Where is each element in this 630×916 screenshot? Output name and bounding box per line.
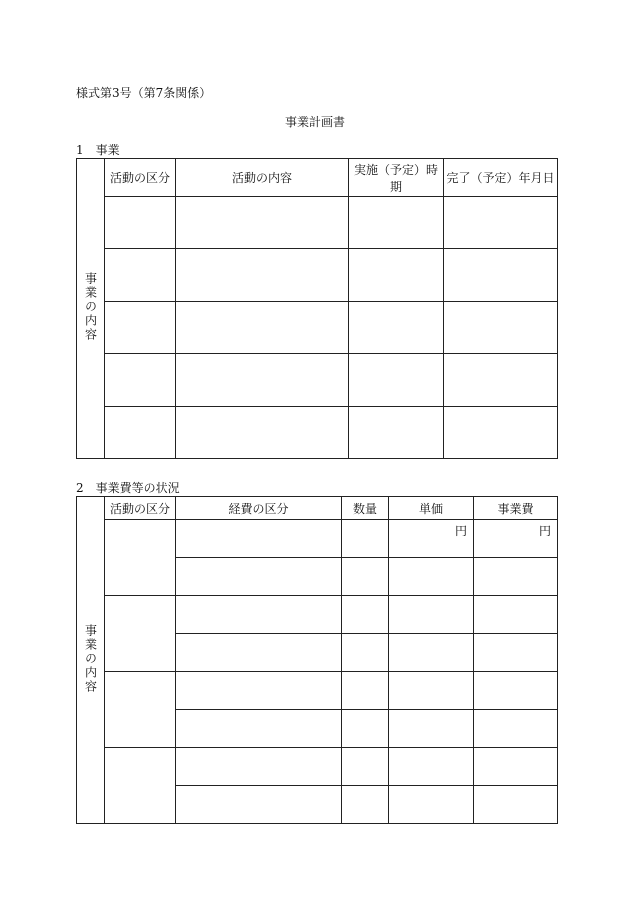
- implementation-period-cell[interactable]: [349, 407, 444, 459]
- completion-date-cell[interactable]: [444, 249, 558, 302]
- activity-category-cell[interactable]: [105, 596, 176, 672]
- activity-category-cell[interactable]: [105, 520, 176, 596]
- quantity-cell[interactable]: [342, 634, 389, 672]
- header-implementation-period: 実施（予定）時期: [349, 159, 444, 197]
- table-row: [77, 197, 558, 249]
- header-activity-content: 活動の内容: [176, 159, 349, 197]
- section2-table: [76, 496, 558, 824]
- section2-heading: 2 事業費等の状況: [76, 481, 180, 495]
- header-expense-category: 経費の区分: [176, 497, 342, 520]
- quantity-cell[interactable]: [342, 748, 389, 786]
- completion-date-cell[interactable]: [444, 354, 558, 407]
- table-row: [77, 596, 558, 634]
- project-cost-cell[interactable]: [474, 520, 558, 558]
- project-cost-cell[interactable]: [474, 672, 558, 710]
- activity-content-cell[interactable]: [176, 302, 349, 354]
- implementation-period-cell[interactable]: [349, 354, 444, 407]
- unit-price-cell[interactable]: [389, 672, 474, 710]
- unit-price-cell[interactable]: [389, 748, 474, 786]
- expense-category-cell[interactable]: [176, 634, 342, 672]
- activity-category-cell[interactable]: [105, 249, 176, 302]
- quantity-cell[interactable]: [342, 520, 389, 558]
- activity-category-cell[interactable]: [105, 197, 176, 249]
- table-row: [77, 748, 558, 786]
- activity-content-cell[interactable]: [176, 197, 349, 249]
- section1-heading: 1 事業: [76, 143, 120, 157]
- quantity-cell[interactable]: [342, 672, 389, 710]
- yen-unit-label: 円: [454, 524, 467, 538]
- quantity-cell[interactable]: [342, 596, 389, 634]
- header-completion-date: 完了（予定）年月日: [444, 159, 558, 197]
- section1-side-cell: [77, 159, 105, 459]
- header-activity-category: 活動の区分: [105, 159, 176, 197]
- unit-price-cell[interactable]: [389, 710, 474, 748]
- table-row: [77, 407, 558, 459]
- activity-content-cell[interactable]: [176, 354, 349, 407]
- unit-price-cell[interactable]: [389, 558, 474, 596]
- activity-category-cell[interactable]: [105, 407, 176, 459]
- expense-category-cell[interactable]: [176, 520, 342, 558]
- implementation-period-cell[interactable]: [349, 249, 444, 302]
- implementation-period-cell[interactable]: [349, 302, 444, 354]
- quantity-cell[interactable]: [342, 558, 389, 596]
- section1-table: [76, 158, 558, 459]
- yen-unit-label: 円: [538, 524, 551, 538]
- activity-content-cell[interactable]: [176, 249, 349, 302]
- header-project-cost: 事業費: [474, 497, 558, 520]
- expense-category-cell[interactable]: [176, 596, 342, 634]
- header-unit-price: 単価: [389, 497, 474, 520]
- table-row: [77, 249, 558, 302]
- project-cost-cell[interactable]: [474, 558, 558, 596]
- completion-date-cell[interactable]: [444, 197, 558, 249]
- section1-side-label: 事業の内容: [83, 272, 98, 342]
- expense-category-cell[interactable]: [176, 558, 342, 596]
- expense-category-cell[interactable]: [176, 710, 342, 748]
- quantity-cell[interactable]: [342, 710, 389, 748]
- quantity-cell[interactable]: [342, 786, 389, 824]
- activity-category-cell[interactable]: [105, 302, 176, 354]
- table-row: [77, 302, 558, 354]
- activity-category-cell[interactable]: [105, 672, 176, 748]
- table-row: [77, 520, 558, 558]
- project-cost-cell[interactable]: [474, 634, 558, 672]
- expense-category-cell[interactable]: [176, 748, 342, 786]
- unit-price-cell[interactable]: [389, 786, 474, 824]
- activity-content-cell[interactable]: [176, 407, 349, 459]
- unit-price-cell[interactable]: [389, 520, 474, 558]
- table-row: [77, 354, 558, 407]
- section2-side-cell: [77, 497, 105, 824]
- activity-category-cell[interactable]: [105, 748, 176, 824]
- header-activity-category: 活動の区分: [105, 497, 176, 520]
- document-title: 事業計画書: [284, 115, 345, 129]
- implementation-period-cell[interactable]: [349, 197, 444, 249]
- completion-date-cell[interactable]: [444, 302, 558, 354]
- expense-category-cell[interactable]: [176, 672, 342, 710]
- table-row: [77, 672, 558, 710]
- activity-category-cell[interactable]: [105, 354, 176, 407]
- header-quantity: 数量: [342, 497, 389, 520]
- project-cost-cell[interactable]: [474, 748, 558, 786]
- section2-side-label: 事業の内容: [83, 623, 98, 694]
- project-cost-cell[interactable]: [474, 710, 558, 748]
- project-cost-cell[interactable]: [474, 786, 558, 824]
- project-cost-cell[interactable]: [474, 596, 558, 634]
- expense-category-cell[interactable]: [176, 786, 342, 824]
- unit-price-cell[interactable]: [389, 634, 474, 672]
- form-label: 様式第3号（第7条関係）: [76, 86, 212, 100]
- completion-date-cell[interactable]: [444, 407, 558, 459]
- unit-price-cell[interactable]: [389, 596, 474, 634]
